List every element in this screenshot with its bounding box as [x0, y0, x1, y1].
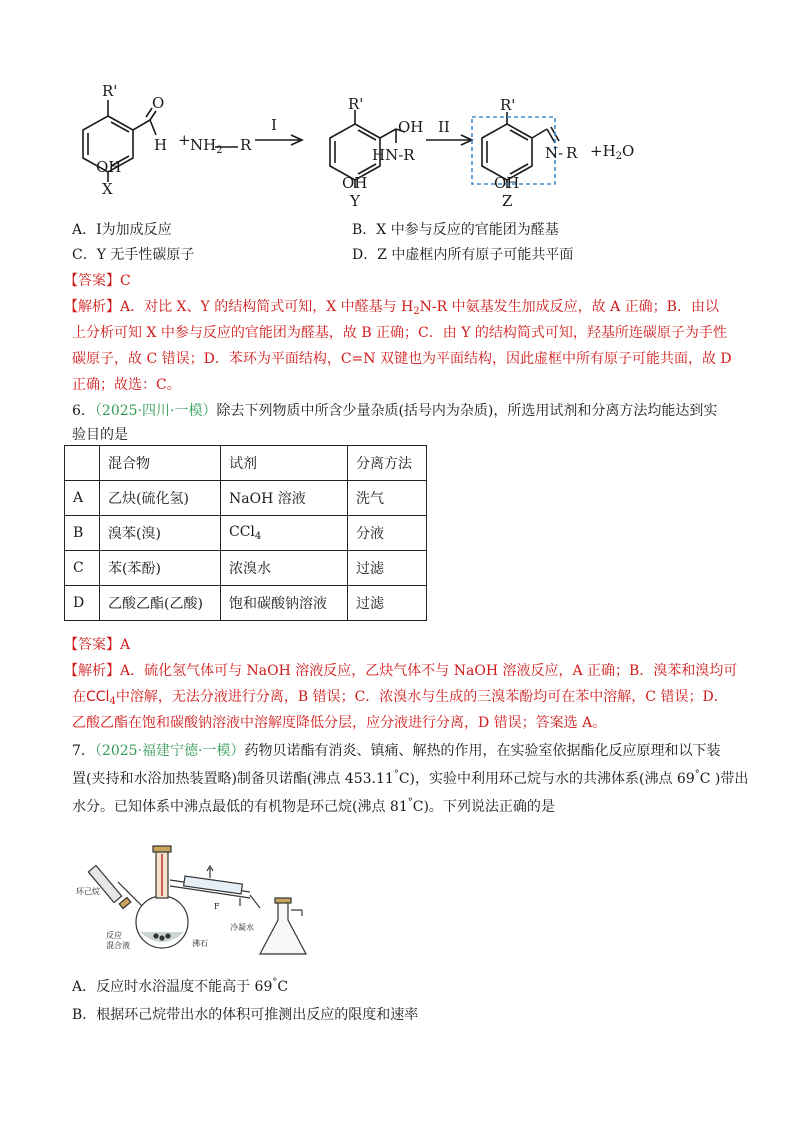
- q6-stem-line-1: 6．（2025·四川·一模）除去下列物质中所含少量杂质(括号内为杂质)，所选用试剂和分离方法均能达到实: [72, 403, 718, 419]
- row-reagent: CCl$_4$: [221, 516, 348, 551]
- x-oh: OH: [96, 158, 122, 176]
- row-mixture: 溴苯(溴): [100, 516, 221, 551]
- q7-stem-line-2: 置(夹持和水浴加热装置略)制备贝诺酯(沸点 453.11°C)，实验中利用环己烷与水的共沸体系(沸点 69°C )带出: [72, 769, 749, 787]
- q7-option-a: A．反应时水浴温度不能高于 69°C: [72, 977, 289, 995]
- label-cyclohexane: 环己烷: [76, 887, 100, 896]
- label-x: X: [102, 180, 113, 198]
- y-oh-top: OH: [398, 118, 424, 136]
- q5-answer: 【答案】C: [64, 273, 131, 289]
- q6-stem-line-2: 验目的是: [72, 427, 128, 443]
- header-cell: [65, 446, 100, 481]
- water: $+H_2O$: [590, 142, 635, 162]
- row-label: A: [65, 481, 100, 516]
- q6-source: （2025·四川·一模）: [94, 403, 217, 419]
- label-reaction: 反应: [106, 931, 122, 940]
- table-header-row: [65, 446, 427, 481]
- q6-answer: 【答案】A: [64, 637, 131, 653]
- q6-table: [64, 445, 427, 621]
- z-dash: -: [558, 144, 564, 162]
- z-oh: OH: [494, 174, 520, 192]
- y-hn-r: HN-R: [372, 146, 415, 164]
- row-reagent: 饱和碳酸钠溶液: [221, 586, 348, 621]
- row-mixture: 乙酸乙酯(乙酸): [100, 586, 221, 621]
- label-z: Z: [502, 192, 513, 210]
- q5-option-b: B．X 中参与反应的官能团为醛基: [352, 222, 559, 238]
- z-n: N: [545, 144, 559, 162]
- x-aldehyde-h: H: [154, 136, 168, 154]
- header-cell: 混合物: [100, 446, 221, 481]
- q7-option-b: B．根据环己烷带出水的体积可推测出反应的限度和速率: [72, 1007, 419, 1023]
- q6-analysis-line-1: 【解析】A．硫化氢气体可与 NaOH 溶液反应，乙炔气体不与 NaOH 溶液反应，A 正确；B．溴苯和溴均可: [64, 663, 738, 679]
- label-mixture: 混合液: [106, 941, 130, 950]
- x-aldehyde-o: O: [152, 94, 165, 112]
- row-reagent: 浓溴水: [221, 551, 348, 586]
- q7-stem-line-1: 7．（2025·福建宁德·一模）药物贝诺酯有消炎、镇痛、解热的作用，在实验室依据酯化反应原理和以下装: [72, 743, 721, 759]
- y-r-prime: R': [348, 95, 364, 113]
- q6-analysis-line-2: 在CCl$_4$中溶解，无法分液进行分离，B 错误；C．浓溴水与生成的三溴苯酚均可在苯中溶解，C 错误；D．: [72, 689, 728, 707]
- q5-option-a: A．Ⅰ为加成反应: [72, 222, 172, 238]
- row-label: B: [65, 516, 100, 551]
- label-f: F: [214, 902, 220, 911]
- q6-number: 6．: [72, 403, 95, 419]
- row-reagent: NaOH 溶液: [221, 481, 348, 516]
- row-label: C: [65, 551, 100, 586]
- q5-analysis-line-1: 【解析】A．对比 X、Y 的结构简式可知，X 中醛基与 $H_2N-R$ 中氨基发生加成反应，故 A 正确；B．由以: [64, 299, 719, 317]
- label-y: Y: [350, 192, 360, 210]
- row-mixture: 乙炔(硫化氢): [100, 481, 221, 516]
- table-row: [65, 481, 427, 516]
- plus-sign: +: [178, 131, 191, 149]
- header-cell: 分离方法: [348, 446, 427, 481]
- y-oh: OH: [342, 174, 368, 192]
- step-i: I: [271, 116, 277, 134]
- amine: $NH_2$: [190, 136, 223, 156]
- row-label: D: [65, 586, 100, 621]
- q5-option-c: C．Y 无手性碳原子: [72, 247, 195, 263]
- row-method: 分液: [348, 516, 427, 551]
- header-cell: 试剂: [221, 446, 348, 481]
- z-r-prime: R': [500, 96, 516, 114]
- q5-analysis-line-3: 碳原子，故 C 错误；D．苯环为平面结构，C=N 双键也为平面结构，因此虚框中所有原子可能共面，故 D: [72, 351, 732, 367]
- row-mixture: 苯(苯酚): [100, 551, 221, 586]
- q5-option-d: D．Z 中虚框内所有原子可能共平面: [352, 247, 574, 263]
- step-ii: II: [438, 118, 450, 136]
- row-method: 过滤: [348, 551, 427, 586]
- x-r-prime: R': [102, 82, 118, 100]
- z-r: R: [566, 144, 578, 162]
- q7-stem-line-3: 水分。已知体系中沸点最低的有机物是环己烷(沸点 81°C)。下列说法正确的是: [72, 797, 555, 815]
- amine-r: R: [240, 136, 252, 154]
- table-row: [65, 586, 427, 621]
- table-row: [65, 516, 427, 551]
- reaction-svg: [0, 0, 800, 210]
- label-cooling-water: 冷凝水: [230, 923, 254, 932]
- q5-analysis-line-4: 正确；故选：C。: [72, 377, 181, 393]
- label-stone: 沸石: [192, 939, 208, 948]
- apparatus-figure: [76, 840, 320, 960]
- row-method: 过滤: [348, 586, 427, 621]
- ring-z: [482, 124, 532, 180]
- q5-analysis-line-2: 上分析可知 X 中参与反应的官能团为醛基，故 B 正确；C．由 Y 的结构简式可知，羟基所连碳原子为手性: [72, 325, 727, 341]
- table-row: [65, 551, 427, 586]
- q7-number: 7．: [72, 743, 95, 759]
- q7-source: （2025·福建宁德·一模）: [94, 743, 245, 759]
- q6-analysis-line-3: 乙酸乙酯在饱和碳酸钠溶液中溶解度降低分层，应分液进行分离，D 错误；答案选 A。: [72, 715, 607, 731]
- row-method: 洗气: [348, 481, 427, 516]
